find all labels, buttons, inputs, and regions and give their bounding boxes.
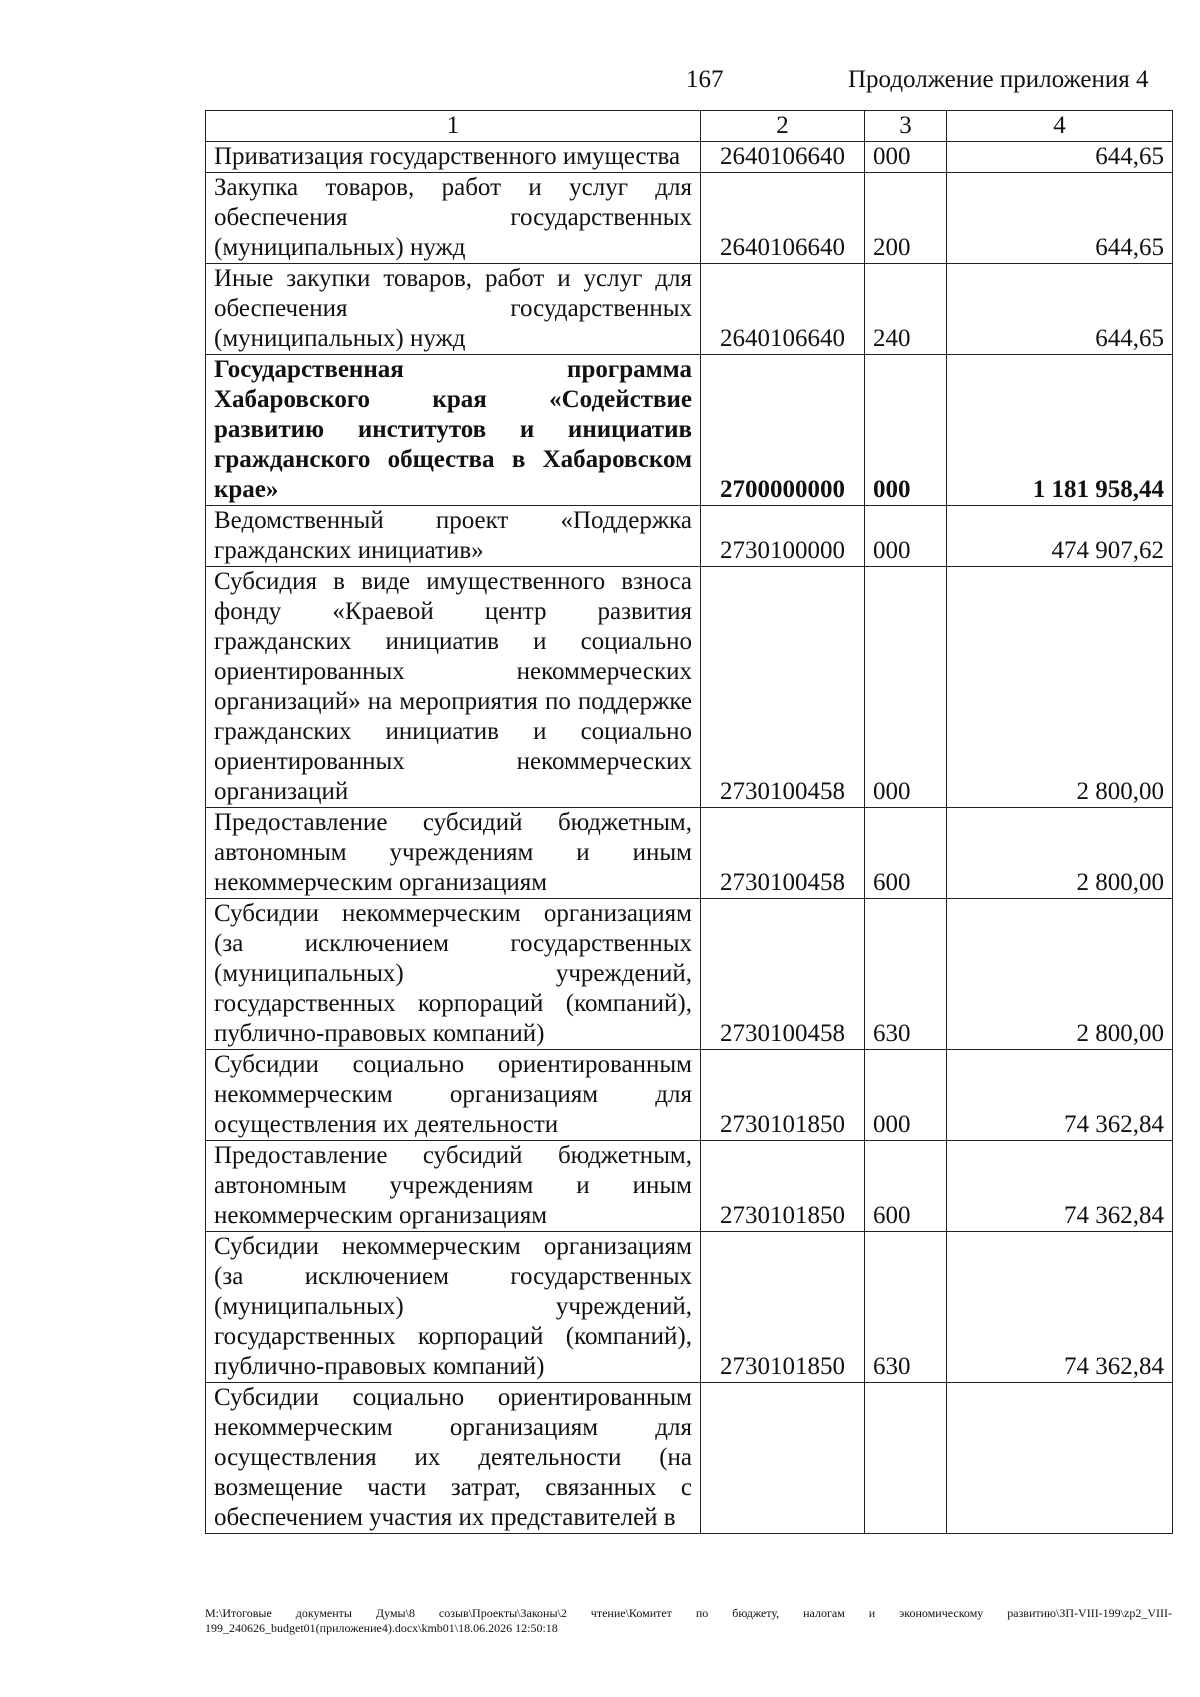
- row-code: 2640106640: [701, 142, 865, 173]
- column-header: 4: [947, 111, 1173, 142]
- row-amount: 74 362,84: [947, 1232, 1173, 1383]
- row-name: Субсидии социально ориентированным некоммерческим организациям для осуществления их деятельности (на возмещение части затрат, связанных с обеспечением участия их представителей в: [206, 1383, 701, 1534]
- row-code: 2730100000: [701, 506, 865, 567]
- row-name: Субсидии некоммерческим организациям (за исключением государственных (муниципальных) учреждений, государственных корпораций (компаний), публично-правовых компаний): [206, 1232, 701, 1383]
- table-row: [206, 1232, 1173, 1383]
- row-amount: [947, 1383, 1173, 1534]
- table-row: [206, 1050, 1173, 1141]
- row-name: Государственная программа Хабаровского края «Содействие развитию институтов и инициатив гражданского общества в Хабаровском крае»: [206, 355, 701, 506]
- row-amount: 644,65: [947, 142, 1173, 173]
- row-code: 2730100458: [701, 899, 865, 1050]
- row-code: 2730100458: [701, 567, 865, 808]
- table-row: [206, 264, 1173, 355]
- row-kind: 000: [865, 1050, 947, 1141]
- row-name: Субсидия в виде имущественного взноса фонду «Краевой центр развития гражданских инициатив и социально ориентированных некоммерческих организаций» на мероприятия по поддержке гражданских инициатив и социально ориентированных некоммерческих организаций: [206, 567, 701, 808]
- row-kind: 630: [865, 1232, 947, 1383]
- row-kind: 000: [865, 506, 947, 567]
- table-header-row: [206, 111, 1173, 142]
- table-row: [206, 142, 1173, 173]
- row-name: Закупка товаров, работ и услуг для обеспечения государственных (муниципальных) нужд: [206, 173, 701, 264]
- column-header: 2: [701, 111, 865, 142]
- row-amount: 644,65: [947, 264, 1173, 355]
- row-code: 2700000000: [701, 355, 865, 506]
- row-name: Субсидии социально ориентированным некоммерческим организациям для осуществления их деятельности: [206, 1050, 701, 1141]
- row-kind: 000: [865, 567, 947, 808]
- table-row: [206, 1383, 1173, 1534]
- table-row-program: [206, 355, 1173, 506]
- table-row: [206, 808, 1173, 899]
- row-kind: 240: [865, 264, 947, 355]
- row-kind: 630: [865, 899, 947, 1050]
- row-amount: 74 362,84: [947, 1141, 1173, 1232]
- row-kind: 600: [865, 808, 947, 899]
- row-amount: 1 181 958,44: [947, 355, 1173, 506]
- column-header: 3: [865, 111, 947, 142]
- row-name: Ведомственный проект «Поддержка гражданских инициатив»: [206, 506, 701, 567]
- row-name: Предоставление субсидий бюджетным, автономным учреждениям и иным некоммерческим организациям: [206, 808, 701, 899]
- row-kind: 200: [865, 173, 947, 264]
- table-row: [206, 899, 1173, 1050]
- table-row: [206, 173, 1173, 264]
- row-name: Предоставление субсидий бюджетным, автономным учреждениям и иным некоммерческим организациям: [206, 1141, 701, 1232]
- row-kind: 000: [865, 355, 947, 506]
- table-row: [206, 1141, 1173, 1232]
- row-amount: 644,65: [947, 173, 1173, 264]
- row-kind: [865, 1383, 947, 1534]
- row-code: 2730100458: [701, 808, 865, 899]
- page-number: 167: [686, 66, 724, 93]
- row-amount: 2 800,00: [947, 567, 1173, 808]
- row-code: 2640106640: [701, 173, 865, 264]
- budget-table: [205, 110, 1173, 1534]
- row-code: 2730101850: [701, 1050, 865, 1141]
- row-amount: 2 800,00: [947, 808, 1173, 899]
- row-code: [701, 1383, 865, 1534]
- table-row: [206, 506, 1173, 567]
- row-name: Иные закупки товаров, работ и услуг для обеспечения государственных (муниципальных) нужд: [206, 264, 701, 355]
- row-amount: 474 907,62: [947, 506, 1173, 567]
- row-kind: 000: [865, 142, 947, 173]
- row-code: 2640106640: [701, 264, 865, 355]
- row-name: Приватизация государственного имущества: [206, 142, 701, 173]
- row-code: 2730101850: [701, 1232, 865, 1383]
- row-amount: 2 800,00: [947, 899, 1173, 1050]
- continuation-label: Продолжение приложения 4: [848, 66, 1149, 93]
- column-header: 1: [206, 111, 701, 142]
- row-name: Субсидии некоммерческим организациям (за исключением государственных (муниципальных) учреждений, государственных корпораций (компаний), публично-правовых компаний): [206, 899, 701, 1050]
- row-code: 2730101850: [701, 1141, 865, 1232]
- row-kind: 600: [865, 1141, 947, 1232]
- table-row: [206, 567, 1173, 808]
- row-amount: 74 362,84: [947, 1050, 1173, 1141]
- file-path-footer: M:\Итоговые документы Думы\8 созыв\Проекты\Законы\2 чтение\Комитет по бюджету, налогам и экономическому развитию\ЗП-VIII-199\zp2_VIII-199_240626_budget01(приложение4).docx\kmb01\18.06.2026 12:50:18: [205, 1606, 1172, 1635]
